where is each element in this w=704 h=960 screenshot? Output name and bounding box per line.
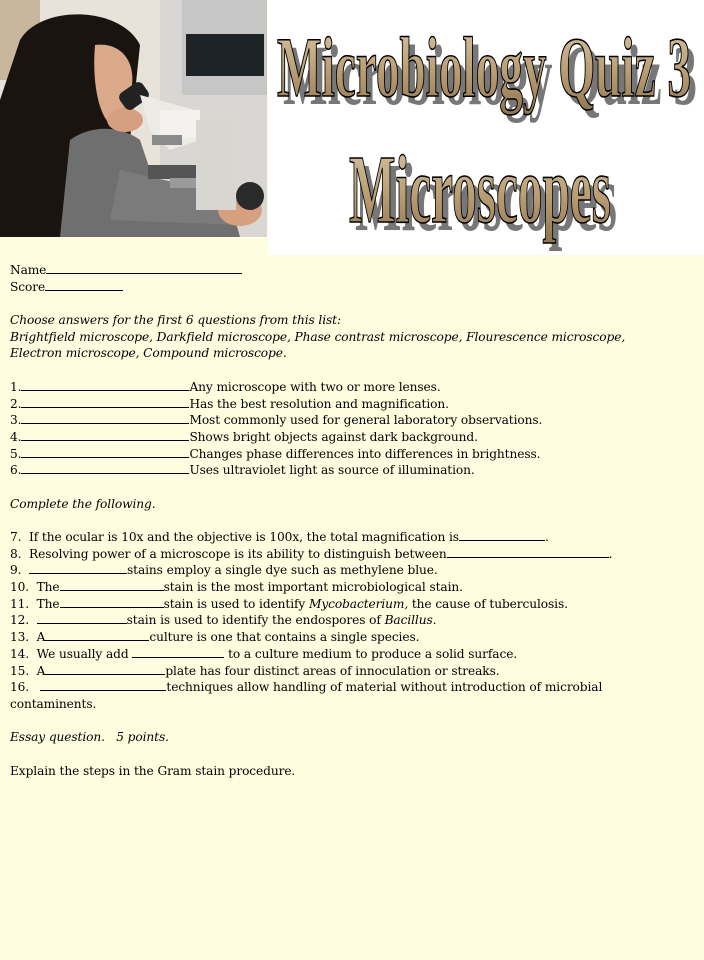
question-number: 5. xyxy=(10,446,22,461)
question-text: A xyxy=(36,630,46,645)
answer-blank[interactable] xyxy=(21,396,189,408)
score-blank[interactable] xyxy=(45,279,123,291)
answer-blank[interactable] xyxy=(37,612,127,624)
header-photo xyxy=(0,0,267,237)
question-text: stains employ a single dye such as methylene blue. xyxy=(127,563,438,578)
quiz-body xyxy=(10,262,700,779)
question-text: Changes phase differences into differences in brightness. xyxy=(189,446,541,461)
score-line xyxy=(10,279,700,296)
essay-heading: Essay question. 5 points. xyxy=(10,730,169,745)
question-text: If the ocular is 10x and the objective is 100x, the total magnification is xyxy=(29,530,459,544)
choices-line1: Brightfield microscope, Darkfield microscope, Phase contrast microscope, Flourescence microscope, xyxy=(10,329,626,344)
question-number: 12. xyxy=(10,613,30,628)
question-6 xyxy=(10,462,700,479)
question-text: A xyxy=(36,663,46,678)
organism-name: Bacillus. xyxy=(384,613,437,628)
question-text: Uses ultraviolet light as source of illumination. xyxy=(189,463,475,478)
question-text: Has the best resolution and magnification. xyxy=(189,396,449,411)
question-16-cont: contaminents. xyxy=(10,696,97,711)
question-5 xyxy=(10,446,700,463)
essay-prompt: Explain the steps in the Gram stain procedure. xyxy=(10,763,296,778)
question-number: 11. xyxy=(10,596,30,611)
microscope-photo xyxy=(0,0,267,237)
question-text-end: stain is the most important microbiological stain. xyxy=(163,580,463,595)
answer-blank[interactable] xyxy=(21,379,189,391)
answer-blank[interactable] xyxy=(60,596,164,608)
question-10 xyxy=(10,579,700,596)
question-2 xyxy=(10,396,700,413)
question-14 xyxy=(10,646,700,663)
answer-blank[interactable] xyxy=(459,529,545,541)
question-16 xyxy=(10,679,700,696)
question-text: Any microscope with two or more lenses. xyxy=(189,379,441,394)
question-number: 13. xyxy=(10,630,30,645)
section2-instruction: Complete the following. xyxy=(10,496,156,511)
question-text: The xyxy=(36,596,60,611)
question-text-end: stain is used to identify xyxy=(163,596,309,611)
answer-blank[interactable] xyxy=(21,462,189,474)
question-15 xyxy=(10,663,700,680)
question-number: 1. xyxy=(10,379,22,394)
quiz-title xyxy=(268,0,704,255)
name-blank[interactable] xyxy=(46,262,242,274)
title-line1: Microbiology Quiz 3 xyxy=(277,19,691,115)
answer-blank[interactable] xyxy=(21,446,189,458)
question-number: 4. xyxy=(10,429,22,444)
question-11 xyxy=(10,596,700,613)
name-line xyxy=(10,262,700,279)
question-text-end: to a culture medium to produce a solid surface. xyxy=(228,646,518,661)
question-text: Shows bright objects against dark background. xyxy=(189,429,478,444)
question-1 xyxy=(10,379,700,396)
question-12 xyxy=(10,612,700,629)
answer-blank[interactable] xyxy=(60,579,164,591)
answer-blank[interactable] xyxy=(447,546,609,558)
answer-blank[interactable] xyxy=(45,663,165,675)
title-line2: Microscopes xyxy=(349,136,611,244)
score-label: Score xyxy=(10,279,46,294)
question-3 xyxy=(10,412,700,429)
question-number: 14. xyxy=(10,646,30,661)
question-text: stain is used to identify the endospores of xyxy=(126,613,385,628)
question-text: Most commonly used for general laboratory observations. xyxy=(189,413,543,428)
answer-blank[interactable] xyxy=(21,412,189,424)
answer-blank[interactable] xyxy=(132,646,224,658)
question-number: 9. xyxy=(10,563,22,578)
question-text: techniques allow handling of material without introduction of microbial xyxy=(166,680,603,695)
question-7 xyxy=(10,529,700,546)
question-text-end: . xyxy=(544,530,549,544)
question-text-end: plate has four distinct areas of innoculation or streaks. xyxy=(165,663,500,678)
title-line2-shadow: Microscopes xyxy=(355,144,617,252)
question-8 xyxy=(10,546,700,563)
question-number: 6. xyxy=(10,463,22,478)
question-number: 7. xyxy=(10,530,22,544)
question-number: 16. xyxy=(10,680,30,695)
question-text-end: . xyxy=(608,546,613,561)
question-text: Resolving power of a microscope is its ability to distinguish between xyxy=(29,546,447,561)
answer-blank[interactable] xyxy=(40,679,166,691)
name-label: Name xyxy=(10,263,47,277)
answer-blank[interactable] xyxy=(29,562,127,574)
question-number: 10. xyxy=(10,580,30,595)
question-number: 3. xyxy=(10,413,22,428)
question-text-end: culture is one that contains a single species. xyxy=(149,630,420,645)
title-line1-shadow: Microbiology Quiz 3 xyxy=(283,27,697,123)
question-4 xyxy=(10,429,700,446)
title-banner xyxy=(268,0,704,255)
question-number: 15. xyxy=(10,663,30,678)
answer-blank[interactable] xyxy=(21,429,189,441)
question-text: The xyxy=(36,580,60,595)
question-13 xyxy=(10,629,700,646)
section1-instruction: Choose answers for the first 6 questions from this list: xyxy=(10,313,341,328)
question-text: We usually add xyxy=(36,646,129,661)
question-number: 2. xyxy=(10,396,22,411)
question-text-end: the cause of tuberculosis. xyxy=(408,596,568,611)
organism-name: Mycobacterium, xyxy=(308,596,409,611)
choices-line2: Electron microscope, Compound microscope. xyxy=(10,346,287,361)
answer-blank[interactable] xyxy=(45,629,149,641)
question-number: 8. xyxy=(10,546,22,561)
question-9 xyxy=(10,562,700,579)
